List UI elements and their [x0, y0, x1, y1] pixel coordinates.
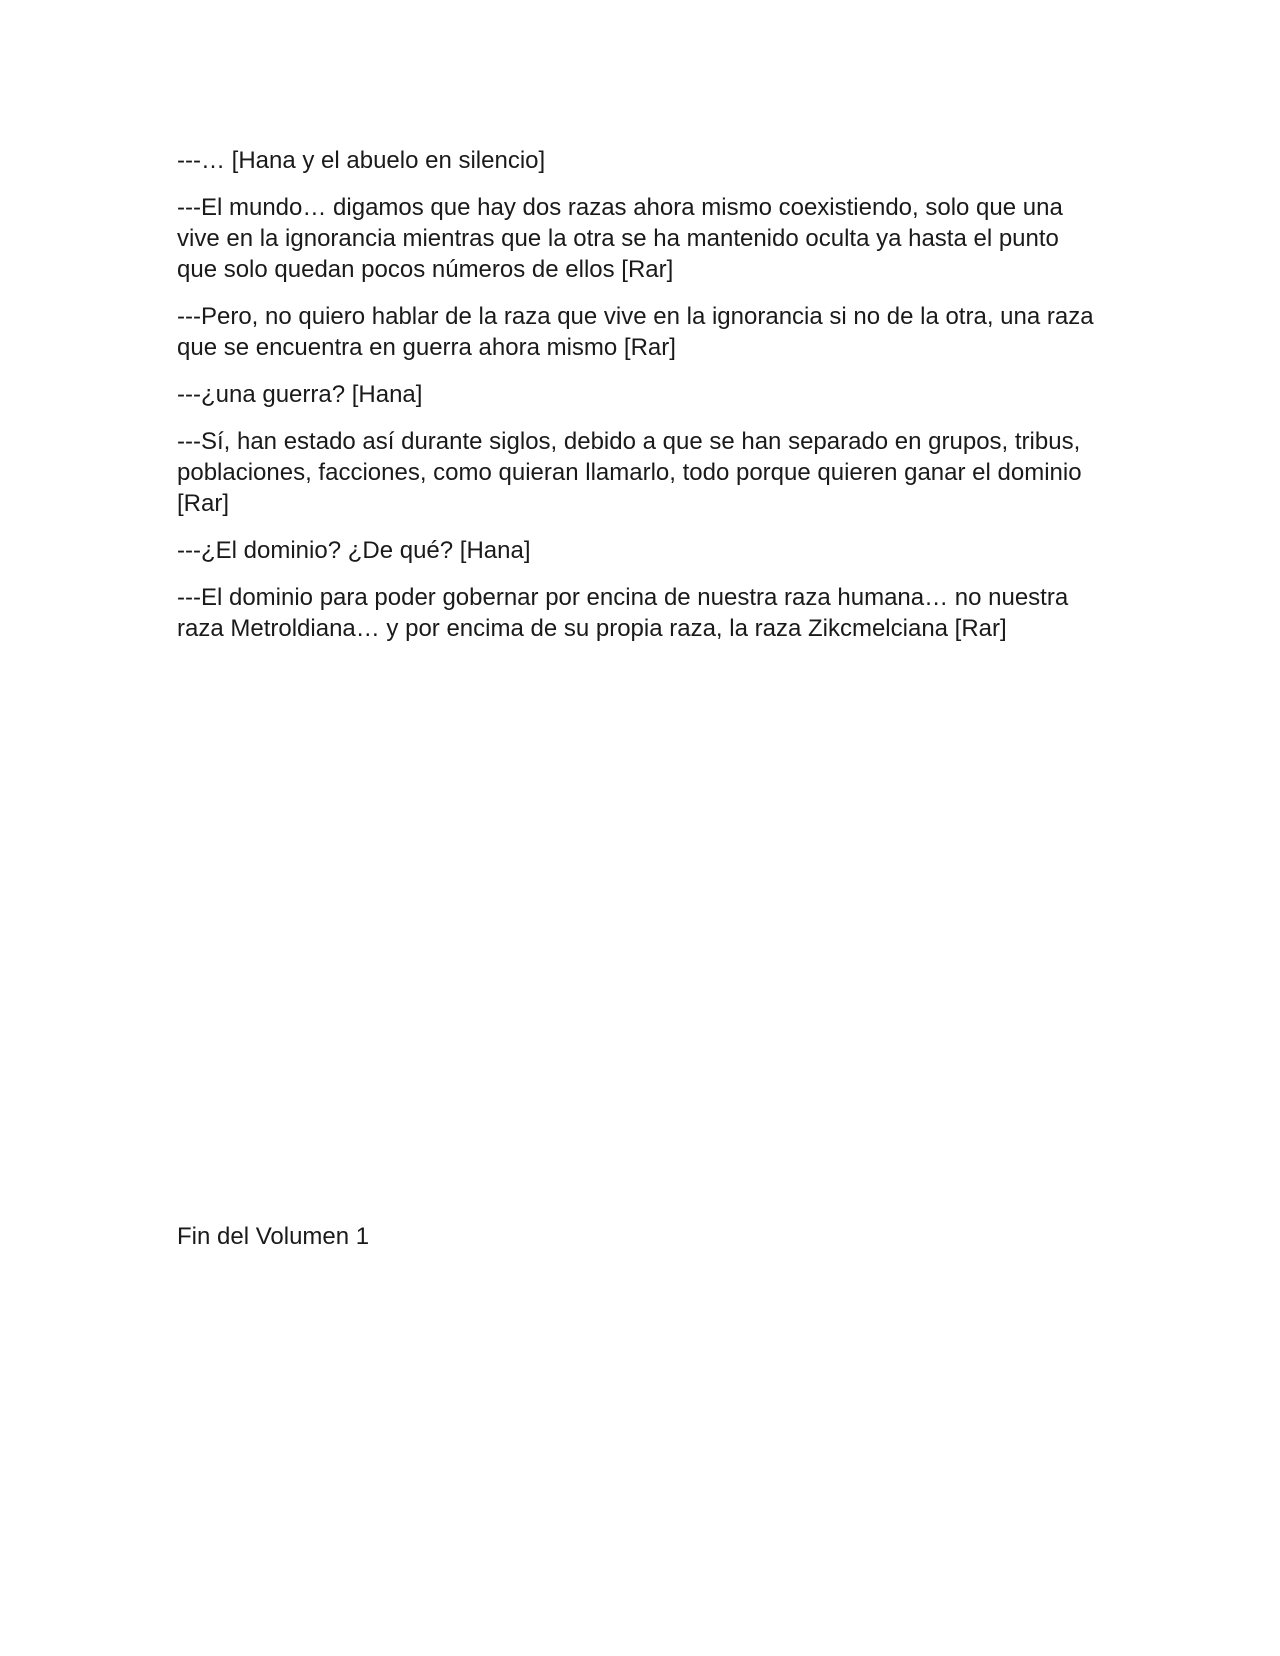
dialogue-paragraph: ---Pero, no quiero hablar de la raza que vive en la ignorancia si no de la otra, una raza que se encuentra en guerra ahora mismo [Rar]: [177, 303, 1094, 361]
dialogue-paragraph: ---El mundo… digamos que hay dos razas ahora mismo coexistiendo, solo que una vive en la ignorancia mientras que la otra se ha mantenido oculta ya hasta el punto que solo quedan pocos números de ellos [Rar]: [177, 194, 1063, 283]
dialogue-paragraph: ---… [Hana y el abuelo en silencio]: [177, 147, 546, 174]
dialogue-paragraph: ---¿El dominio? ¿De qué? [Hana]: [177, 537, 531, 564]
document-body: [177, 145, 1097, 660]
volume-end-line: Fin del Volumen 1: [177, 1223, 370, 1250]
dialogue-paragraph: ---Sí, han estado así durante siglos, debido a que se han separado en grupos, tribus, poblaciones, facciones, como quieran llamarlo, todo porque quieren ganar el dominio [Rar]: [177, 428, 1082, 517]
dialogue-paragraph: ---El dominio para poder gobernar por encina de nuestra raza humana… no nuestra raza Metroldiana… y por encima de su propia raza, la raza Zikcmelciana [Rar]: [177, 584, 1069, 642]
dialogue-paragraph: ---¿una guerra? [Hana]: [177, 381, 423, 408]
